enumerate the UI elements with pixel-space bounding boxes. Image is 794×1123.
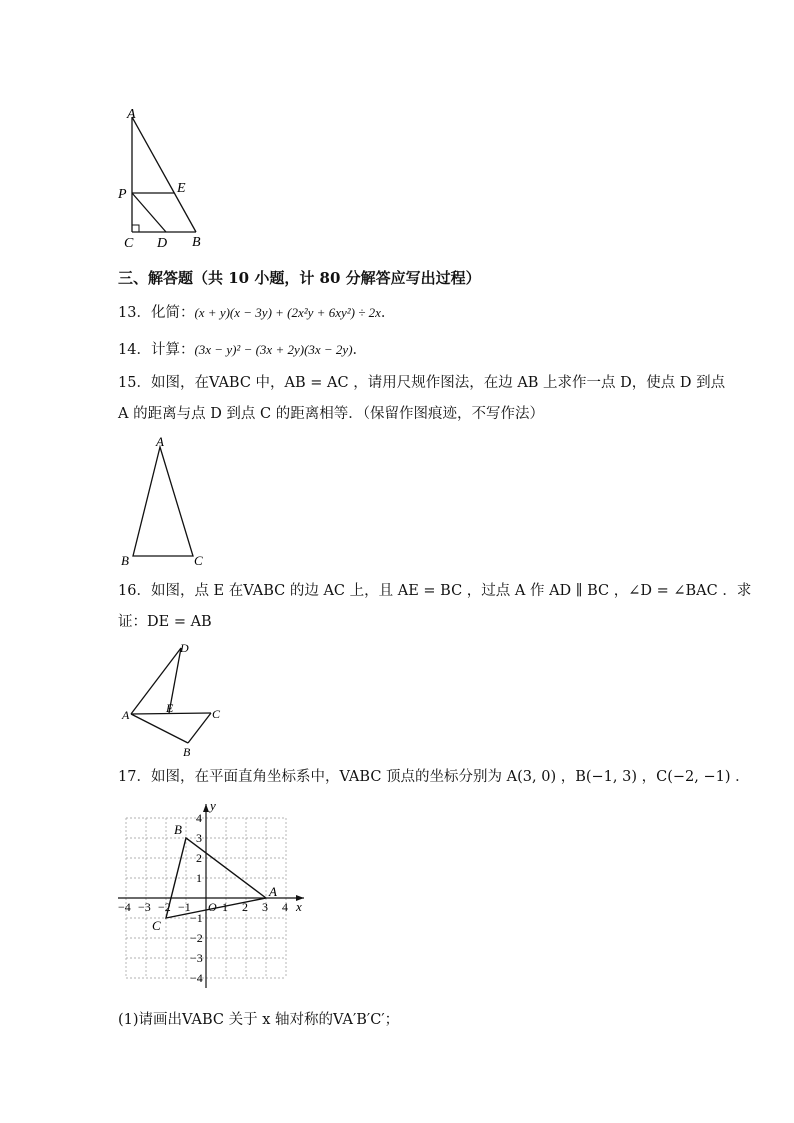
segment-AD <box>131 648 181 714</box>
figure-q15 <box>115 432 215 572</box>
figure-q16 <box>118 640 228 760</box>
segment-AB <box>131 714 188 743</box>
label-B: B <box>174 822 182 837</box>
label-E: E <box>177 181 186 196</box>
figure-q12 <box>112 105 222 255</box>
question-14 <box>118 340 367 360</box>
label-B: B <box>183 745 191 759</box>
q14-end: ． <box>352 342 368 358</box>
x-tick-label: −4 <box>118 900 131 914</box>
x-axis-label: x <box>296 899 302 914</box>
origin-label: O <box>208 900 217 914</box>
y-tick-label: −3 <box>190 951 203 965</box>
question-13 <box>118 303 395 323</box>
segment-AB <box>132 117 196 232</box>
figure-q17-coordinate-plane <box>118 795 318 1000</box>
question-17-line1: 17．如图，在平面直角坐标系中，VABC 顶点的坐标分别为 A(3, 0) ，B(−1, 3) ，C(−2, −1) ． <box>118 769 750 785</box>
label-B: B <box>192 235 201 250</box>
segment-BC <box>188 713 211 743</box>
x-tick-label: 2 <box>242 900 248 914</box>
x-tick-label: −2 <box>158 900 171 914</box>
y-tick-label: −2 <box>190 931 203 945</box>
y-axis-arrow <box>203 804 209 812</box>
question-15-line2: A 的距离与点 D 到点 C 的距离相等．（保留作图痕迹，不写作法） <box>118 406 544 422</box>
label-A: A <box>122 708 130 722</box>
y-tick-label: 4 <box>196 811 202 825</box>
x-tick-label: −1 <box>178 900 191 914</box>
triangle-ABC <box>133 447 193 556</box>
label-P: P <box>118 187 127 202</box>
section-heading: 三、解答题（共 10 小题，计 80 分解答应写出过程） <box>118 269 481 287</box>
question-16-line1: 16．如图，点 E 在VABC 的边 AC 上，且 AE = BC ，过点 A 作 AD ∥ BC ，∠D = ∠BAC ．求 <box>118 583 752 599</box>
y-tick-label: −4 <box>190 971 203 985</box>
label-D: D <box>180 641 189 655</box>
x-tick-label: −3 <box>138 900 151 914</box>
label-E: E <box>166 701 174 715</box>
q13-end: ． <box>380 305 396 321</box>
x-tick-label: 4 <box>282 900 288 914</box>
question-17-part1: (1)请画出VABC 关于 x 轴对称的VA′B′C′； <box>118 1012 400 1028</box>
question-16-line2: 证：DE = AB <box>118 614 212 630</box>
y-tick-label: 3 <box>196 831 202 845</box>
q13-label: 13．化简： <box>118 305 195 321</box>
label-C: C <box>124 236 134 251</box>
right-angle-mark <box>132 225 139 232</box>
question-15-line1: 15．如图，在VABC 中，AB = AC ，请用尺规作图法，在边 AB 上求作一点 D，使点 D 到点 <box>118 375 726 391</box>
triangle-ABC <box>152 822 277 933</box>
label-C: C <box>152 918 161 933</box>
label-A: A <box>269 884 277 899</box>
label-B: B <box>121 553 129 568</box>
y-axis-label: y <box>210 798 216 813</box>
y-tick-label: 2 <box>196 851 202 865</box>
q13-expression: (x + y)(x − 3y) + (2x²y + 6xy²) ÷ 2x <box>194 305 381 320</box>
label-D: D <box>157 236 168 251</box>
q14-expression: (3x − y)² − (3x + 2y)(3x − 2y) <box>194 342 353 357</box>
label-A: A <box>127 107 136 122</box>
segment-PD <box>132 193 166 232</box>
q14-label: 14．计算： <box>118 342 195 358</box>
label-C: C <box>194 553 203 568</box>
label-C: C <box>212 707 221 721</box>
label-A: A <box>156 434 164 449</box>
x-tick-label: 3 <box>262 900 268 914</box>
y-tick-label: −1 <box>190 911 203 925</box>
y-tick-label: 1 <box>196 871 202 885</box>
x-tick-label: 1 <box>222 900 228 914</box>
